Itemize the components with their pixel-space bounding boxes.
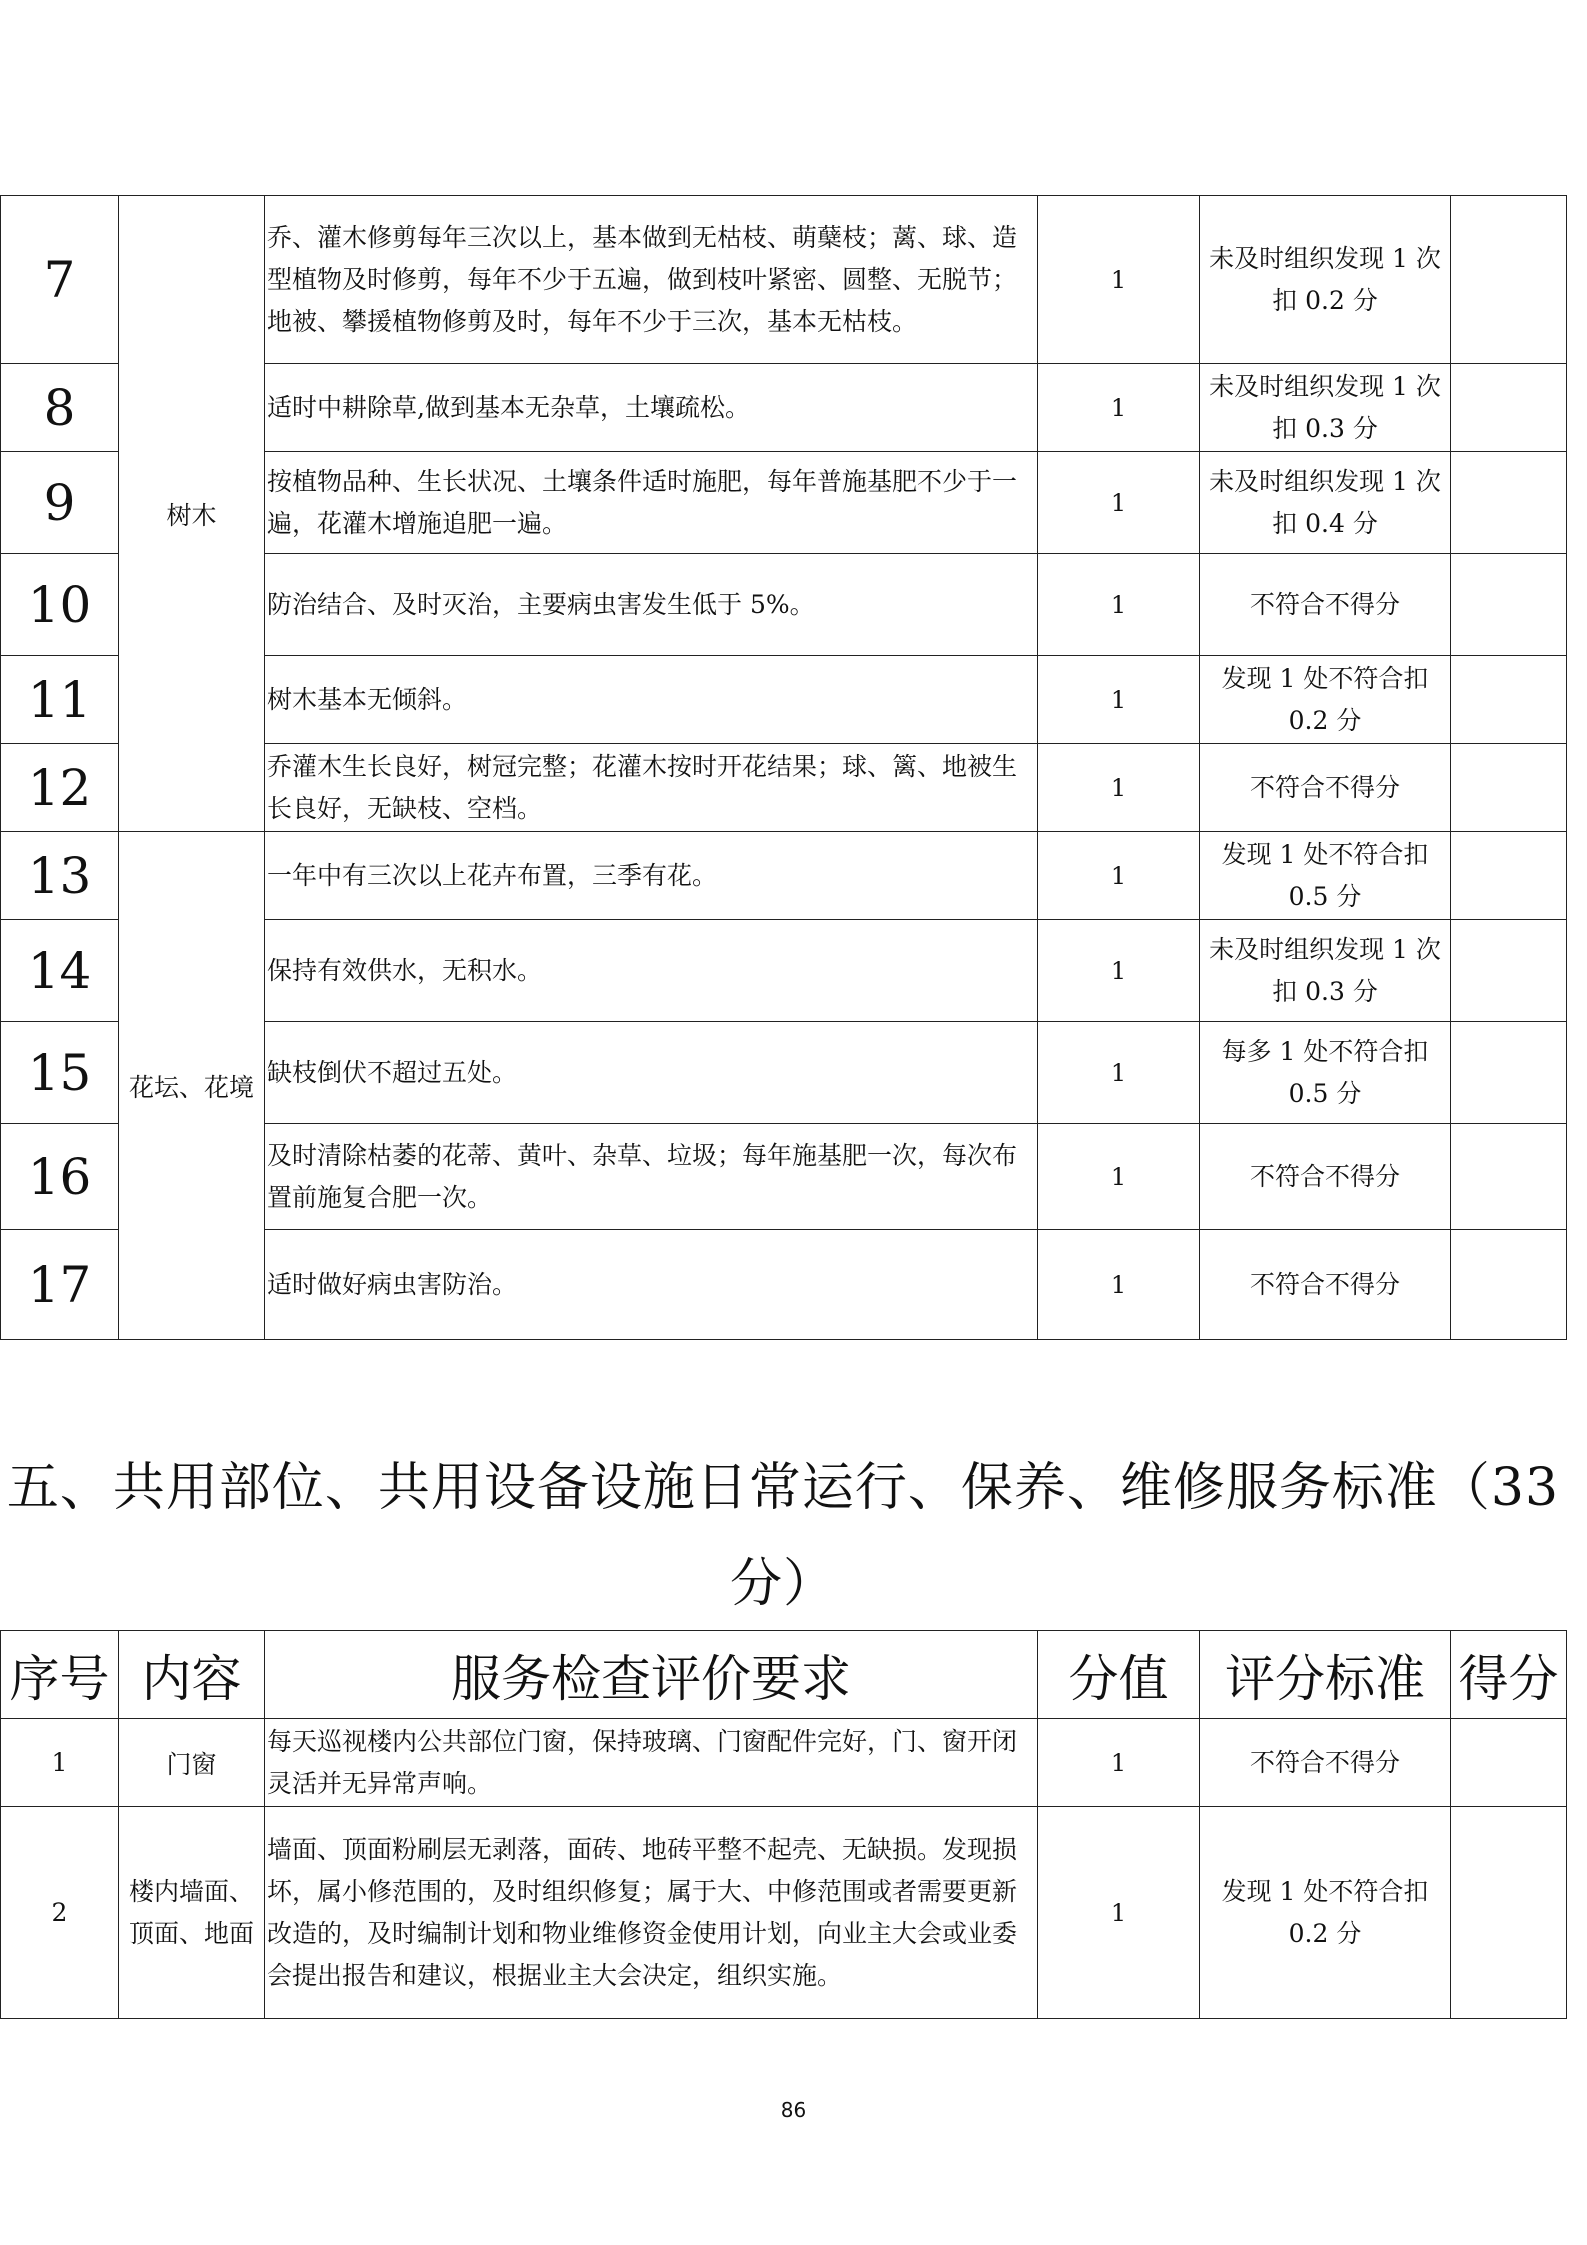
score-cell: 1 [1038,554,1200,656]
criteria-cell: 未及时组织发现 1 次扣 0.4 分 [1200,452,1451,554]
table-row [1,196,1567,364]
criteria-cell: 不符合不得分 [1200,1230,1451,1340]
criteria-cell: 不符合不得分 [1200,744,1451,832]
row-number: 13 [1,832,119,920]
scoring-table-section-5 [0,1630,1567,2019]
requirement-cell: 按植物品种、生长状况、土壤条件适时施肥，每年普施基肥不少于一遍，花灌木增施追肥一遍。 [265,452,1038,554]
points-cell [1451,1022,1567,1124]
requirement-cell: 乔、灌木修剪每年三次以上，基本做到无枯枝、萌蘖枝；蓠、球、造型植物及时修剪，每年不少于五遍，做到枝叶紧密、圆整、无脱节；地被、攀援植物修剪及时，每年不少于三次，基本无枯枝。 [265,196,1038,364]
table-row [1,1807,1567,2019]
requirement-cell: 树木基本无倾斜。 [265,656,1038,744]
page-number: 86 [780,2098,807,2122]
score-cell: 1 [1038,1807,1200,2019]
criteria-cell: 不符合不得分 [1200,554,1451,656]
score-cell: 1 [1038,744,1200,832]
requirement-cell: 及时清除枯萎的花蒂、黄叶、杂草、垃圾；每年施基肥一次，每次布置前施复合肥一次。 [265,1124,1038,1230]
table-row [1,1719,1567,1807]
criteria-cell: 发现 1 处不符合扣 0.2 分 [1200,656,1451,744]
criteria-cell: 发现 1 处不符合扣 0.2 分 [1200,1807,1451,2019]
row-number: 16 [1,1124,119,1230]
points-cell [1451,554,1567,656]
score-cell: 1 [1038,364,1200,452]
row-number: 15 [1,1022,119,1124]
points-cell [1451,1807,1567,2019]
scoring-table-continued [0,195,1567,1340]
criteria-cell: 每多 1 处不符合扣 0.5 分 [1200,1022,1451,1124]
header-criteria: 评分标准 [1200,1631,1451,1719]
requirement-cell: 乔灌木生长良好，树冠完整；花灌木按时开花结果；球、篱、地被生长良好，无缺枝、空档。 [265,744,1038,832]
table-row [1,832,1567,920]
section-title: 五、共用部位、共用设备设施日常运行、保养、维修服务标准（33分） [6,1458,1560,1614]
header-content: 内容 [119,1631,265,1719]
category-cell: 花坛、花境 [119,832,265,1340]
row-number: 7 [1,196,119,364]
points-cell [1451,656,1567,744]
points-cell [1451,1230,1567,1340]
score-cell: 1 [1038,1719,1200,1807]
criteria-cell: 未及时组织发现 1 次扣 0.2 分 [1200,196,1451,364]
score-cell: 1 [1038,1022,1200,1124]
requirement-cell: 一年中有三次以上花卉布置，三季有花。 [265,832,1038,920]
row-number: 12 [1,744,119,832]
points-cell [1451,196,1567,364]
requirement-cell: 防治结合、及时灭治，主要病虫害发生低于 5%。 [265,554,1038,656]
criteria-cell: 未及时组织发现 1 次扣 0.3 分 [1200,364,1451,452]
header-score: 分值 [1038,1631,1200,1719]
points-cell [1451,744,1567,832]
row-number: 10 [1,554,119,656]
row-number: 17 [1,1230,119,1340]
category-cell: 树木 [119,196,265,832]
points-cell [1451,920,1567,1022]
criteria-cell: 不符合不得分 [1200,1719,1451,1807]
content-cell: 楼内墙面、顶面、地面 [119,1807,265,2019]
row-number: 2 [1,1807,119,2019]
row-number: 11 [1,656,119,744]
row-number: 9 [1,452,119,554]
criteria-cell: 不符合不得分 [1200,1124,1451,1230]
criteria-cell: 发现 1 处不符合扣 0.5 分 [1200,832,1451,920]
score-cell: 1 [1038,452,1200,554]
row-number: 14 [1,920,119,1022]
score-cell: 1 [1038,1230,1200,1340]
requirement-cell: 每天巡视楼内公共部位门窗，保持玻璃、门窗配件完好，门、窗开闭灵活并无异常声响。 [265,1719,1038,1807]
points-cell [1451,832,1567,920]
header-requirement: 服务检查评价要求 [265,1631,1038,1719]
header-number: 序号 [1,1631,119,1719]
points-cell [1451,452,1567,554]
header-points: 得分 [1451,1631,1567,1719]
score-cell: 1 [1038,1124,1200,1230]
score-cell: 1 [1038,656,1200,744]
requirement-cell: 适时做好病虫害防治。 [265,1230,1038,1340]
points-cell [1451,1124,1567,1230]
points-cell [1451,364,1567,452]
content-cell: 门窗 [119,1719,265,1807]
requirement-cell: 适时中耕除草,做到基本无杂草，土壤疏松。 [265,364,1038,452]
score-cell: 1 [1038,832,1200,920]
requirement-cell: 墙面、顶面粉刷层无剥落，面砖、地砖平整不起壳、无缺损。发现损坏，属小修范围的，及时组织修复；属于大、中修范围或者需要更新改造的，及时编制计划和物业维修资金使用计划，向业主大会或业委会提出报告和建议，根据业主大会决定，组织实施。 [265,1807,1038,2019]
criteria-cell: 未及时组织发现 1 次扣 0.3 分 [1200,920,1451,1022]
score-cell: 1 [1038,920,1200,1022]
row-number: 8 [1,364,119,452]
points-cell [1451,1719,1567,1807]
requirement-cell: 缺枝倒伏不超过五处。 [265,1022,1038,1124]
score-cell: 1 [1038,196,1200,364]
row-number: 1 [1,1719,119,1807]
table-header-row [1,1631,1567,1719]
requirement-cell: 保持有效供水，无积水。 [265,920,1038,1022]
